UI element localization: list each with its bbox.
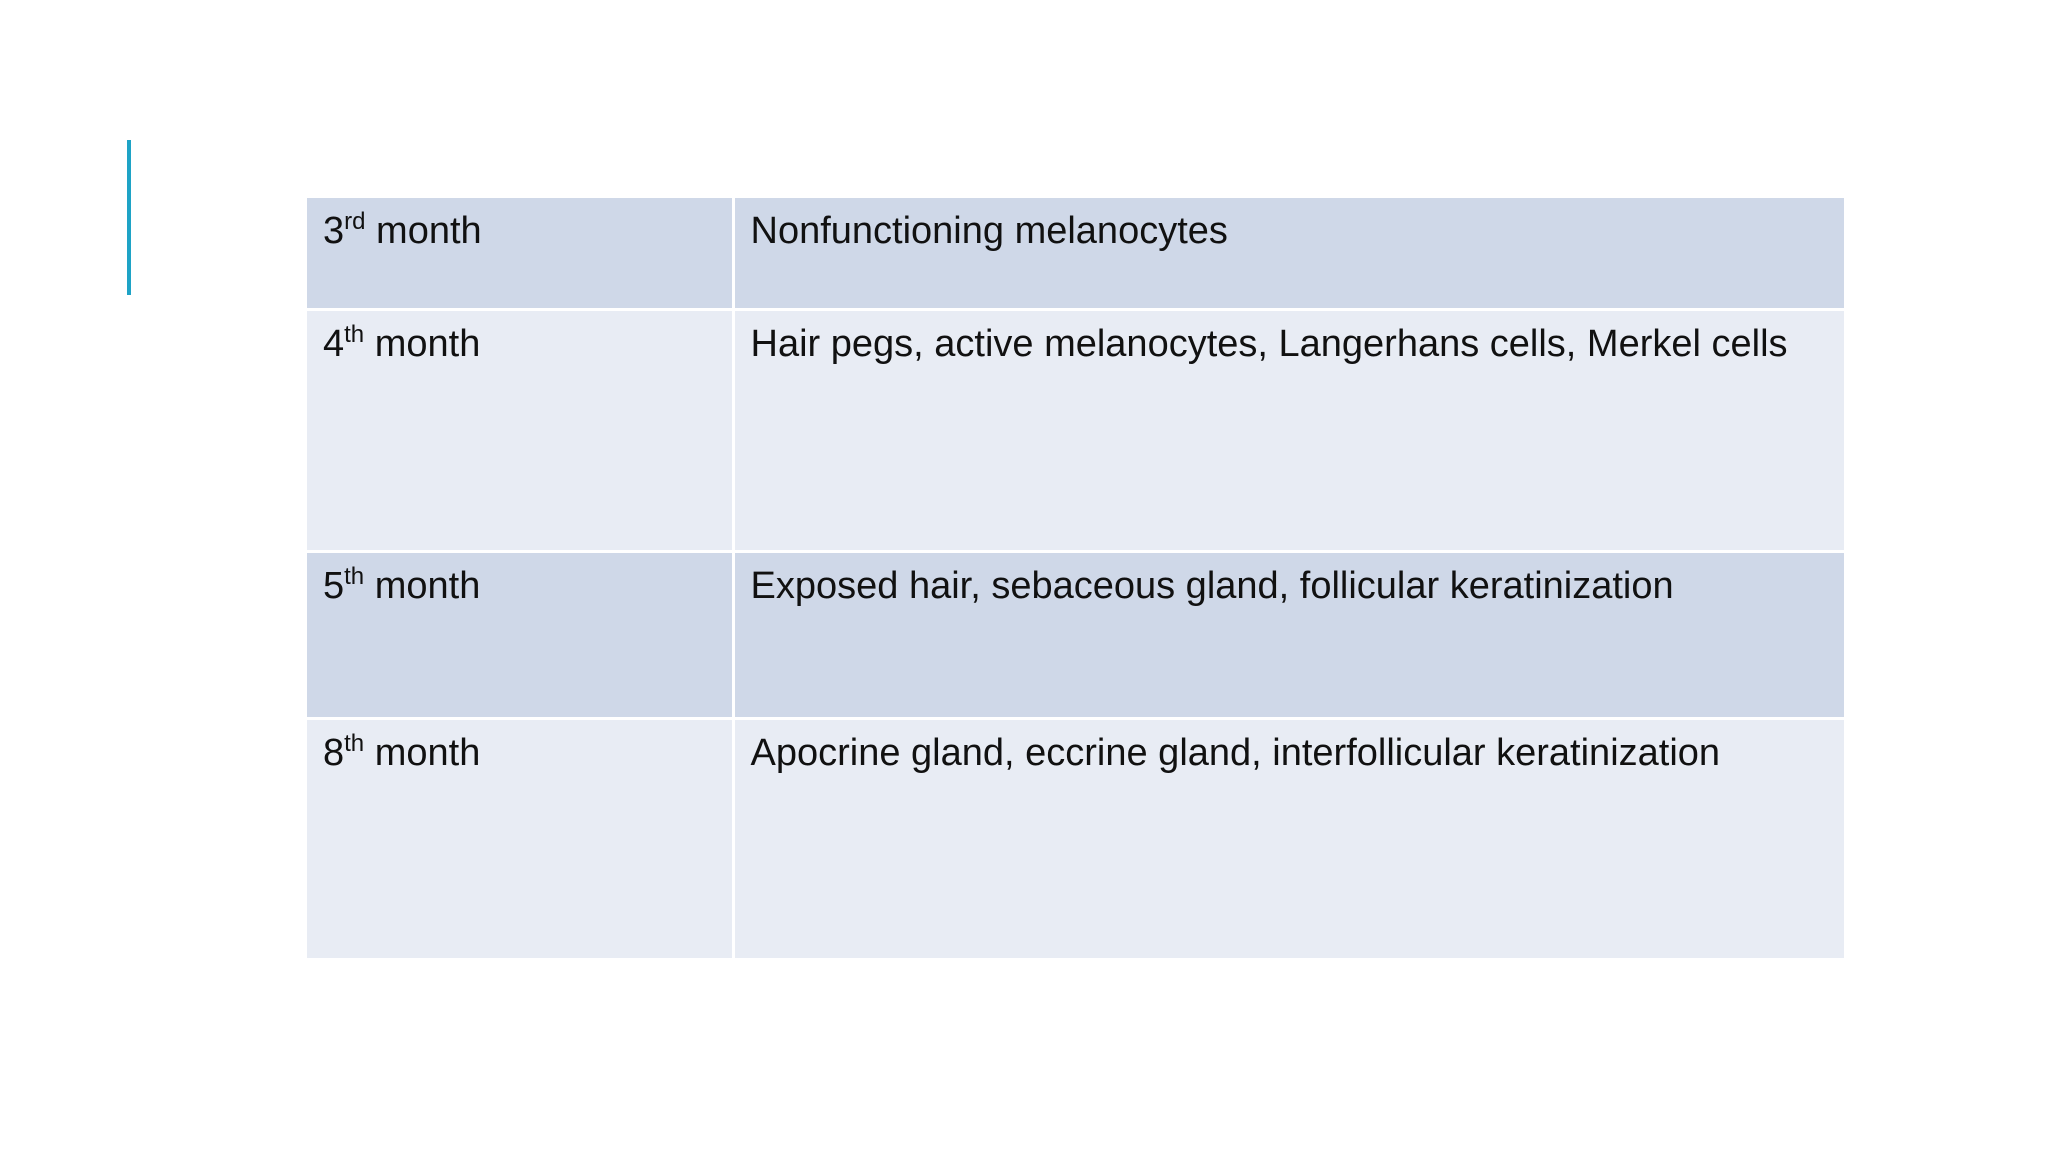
month-number: 3 [323, 210, 345, 252]
table-row [307, 718, 1844, 958]
description-text: Hair pegs, active melanocytes, Langerhans cells, Merkel cells [750, 322, 1788, 365]
month-unit: month [374, 564, 481, 607]
month-cell [307, 551, 733, 718]
table-row [307, 198, 1844, 309]
description-cell [733, 718, 1844, 958]
description-cell [733, 198, 1844, 309]
month-unit: month [376, 210, 482, 252]
month-number: 4 [323, 322, 345, 365]
month-cell [307, 309, 733, 551]
month-cell [307, 198, 733, 309]
description-text: Nonfunctioning melanocytes [750, 210, 1228, 252]
month-unit: month [374, 322, 481, 365]
slide-accent-bar [127, 140, 131, 295]
month-ordinal-suffix: th [344, 320, 365, 348]
description-text: Exposed hair, sebaceous gland, follicular keratinization [750, 564, 1674, 607]
table-row [307, 309, 1844, 551]
month-cell [307, 718, 733, 958]
description-cell [733, 309, 1844, 551]
month-number: 5 [323, 564, 345, 607]
description-text: Apocrine gland, eccrine gland, interfollicular keratinization [750, 731, 1721, 774]
development-timeline-table [307, 198, 1844, 958]
month-ordinal-suffix: rd [344, 208, 366, 235]
month-ordinal-suffix: th [344, 562, 365, 590]
description-cell [733, 551, 1844, 718]
month-number: 8 [323, 731, 345, 774]
month-unit: month [374, 731, 481, 774]
table-row [307, 551, 1844, 718]
month-ordinal-suffix: th [344, 729, 365, 757]
